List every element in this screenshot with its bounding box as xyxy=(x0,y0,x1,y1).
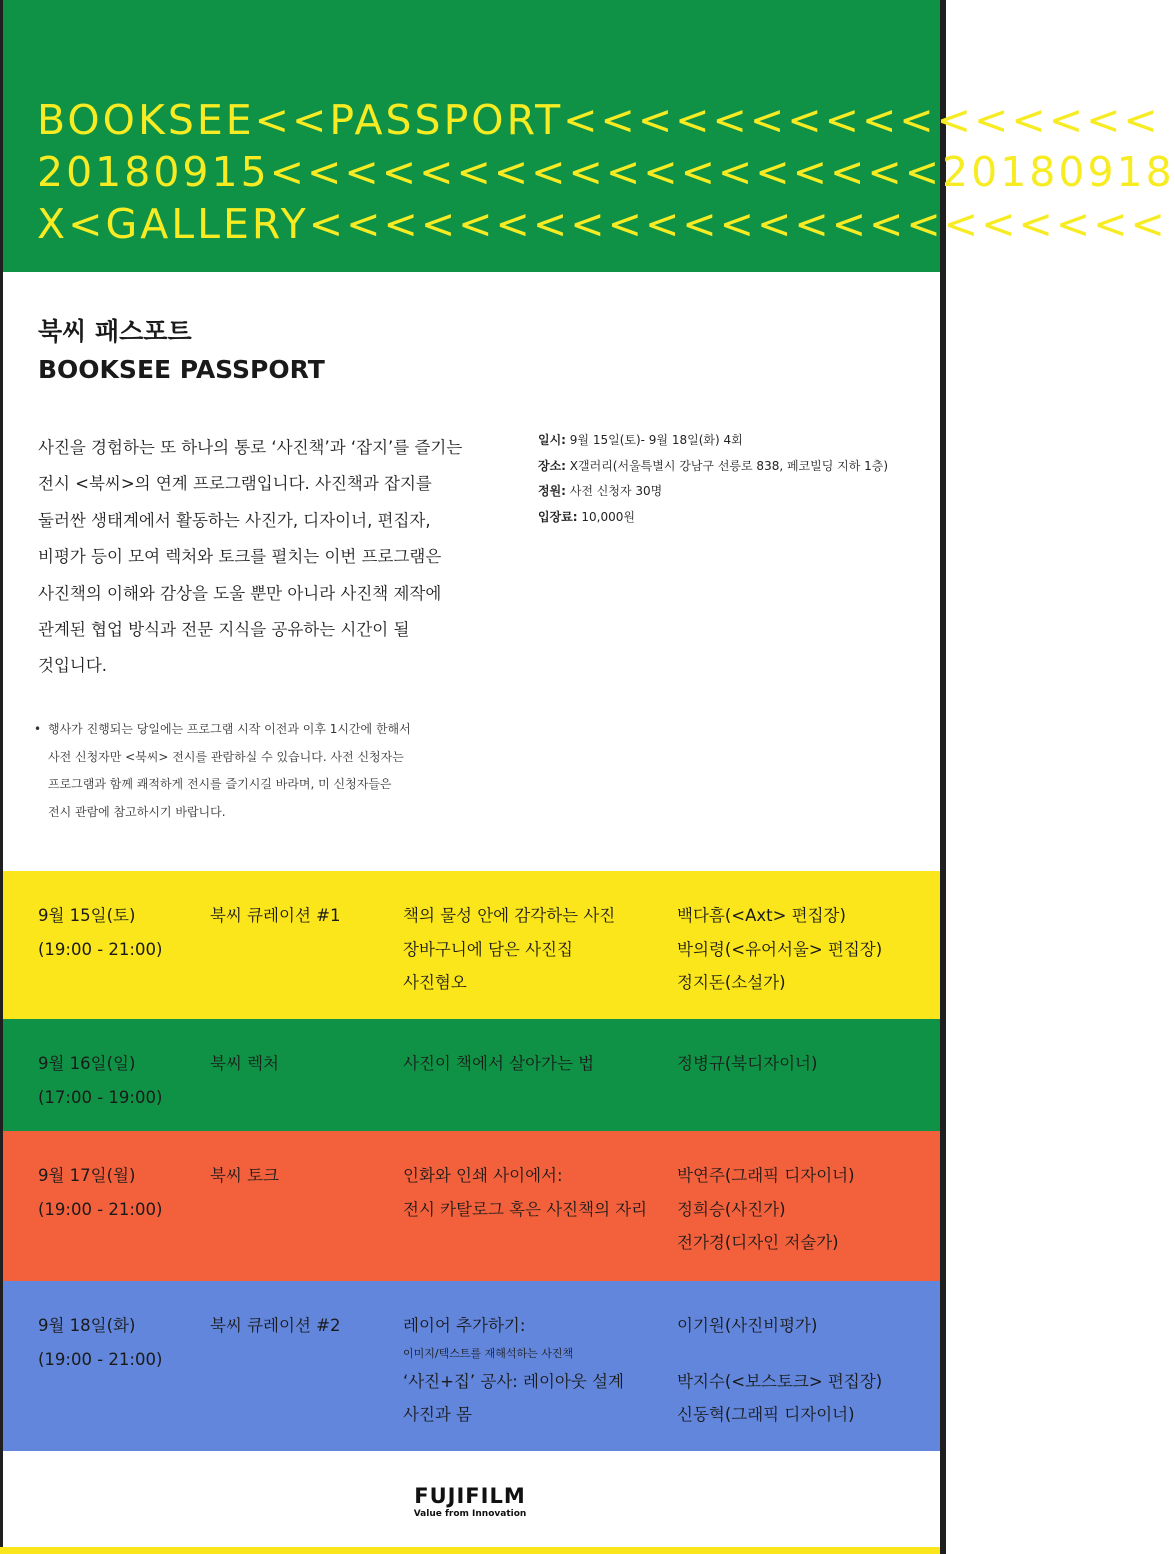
schedule-speakers xyxy=(677,1309,882,1432)
schedule-program xyxy=(210,1309,340,1343)
speaker: 정희승(사진가) xyxy=(677,1199,786,1219)
speaker: 전가경(디자인 저술가) xyxy=(677,1233,839,1252)
program-text: 북씨 큐레이션 #1 xyxy=(210,906,341,925)
date-text: 9월 15일(토) xyxy=(38,906,136,925)
speaker: 백다흠(<Axt> 편집장) xyxy=(677,906,846,925)
fujifilm-logo: FUJIFILM xyxy=(414,1484,526,1508)
schedule-speakers xyxy=(677,1047,817,1081)
notice-text: 행사가 진행되는 당일에는 프로그램 시작 이전과 이후 1시간에 한해서 xyxy=(48,722,411,736)
notice-line xyxy=(34,716,474,744)
session-title: 전시 카탈로그 혹은 사진책의 자리 xyxy=(403,1199,648,1219)
program-text: 북씨 큐레이션 #2 xyxy=(210,1316,341,1335)
info-key: 정원: xyxy=(538,484,566,499)
session-title: 책의 물성 안에 감각하는 사진 xyxy=(403,906,616,925)
info-capacity xyxy=(538,479,933,505)
bullet-icon: • xyxy=(34,722,42,736)
hero-line-dates: 20180915<<<<<<<<<<<<<<<<<<20180918 xyxy=(37,148,1175,196)
date-text: 9월 16일(일) xyxy=(38,1054,136,1073)
page-title-english: BOOKSEE PASSPORT xyxy=(38,355,325,384)
schedule-titles xyxy=(403,1159,647,1226)
speaker: 정지돈(소설가) xyxy=(677,973,786,992)
session-title: 사진혐오 xyxy=(403,973,467,992)
intro-line: 전시 <북씨>의 연계 프로그램입니다. 사진책과 잡지를 xyxy=(38,474,432,494)
time-text: (19:00 - 21:00) xyxy=(38,1199,163,1219)
intro-line: 사진책의 이해와 감상을 도울 뿐만 아니라 사진책 제작에 xyxy=(38,583,442,603)
time-text: (19:00 - 21:00) xyxy=(38,939,163,959)
notice-line xyxy=(34,799,474,827)
intro-line: 둘러싼 생태계에서 활동하는 사진가, 디자이너, 편집자, xyxy=(38,510,431,530)
session-title: 레이어 추가하기: xyxy=(403,1316,526,1335)
schedule-row-sep18 xyxy=(3,1281,940,1451)
speaker-spacer xyxy=(677,1343,882,1365)
intro-line: 비평가 등이 모여 렉처와 토크를 펼치는 이번 프로그램은 xyxy=(38,547,442,567)
schedule-program xyxy=(210,899,340,933)
time-text: (19:00 - 21:00) xyxy=(38,1349,163,1369)
event-info xyxy=(538,428,933,530)
session-title: ‘사진+집’ 공사: 레이아웃 설계 xyxy=(403,1371,624,1391)
speaker: 신동혁(그래픽 디자이너) xyxy=(677,1405,855,1424)
notice-text: 전시 관람에 참고하시기 바랍니다. xyxy=(48,804,226,819)
schedule-date xyxy=(38,1047,162,1114)
schedule-row-sep17 xyxy=(3,1131,940,1281)
hero-banner xyxy=(3,0,1175,272)
schedule-date xyxy=(38,1159,162,1226)
notice-line xyxy=(34,744,474,772)
sponsor-logo xyxy=(0,1484,940,1520)
program-text: 북씨 토크 xyxy=(210,1166,280,1185)
intro-paragraph xyxy=(38,430,508,685)
notice-line xyxy=(34,771,474,799)
notice xyxy=(34,716,474,826)
schedule-date xyxy=(38,1309,162,1376)
hero-line-title: BOOKSEE<<PASSPORT<<<<<<<<<<<<<<<< xyxy=(37,96,1161,144)
info-venue xyxy=(538,454,933,480)
page-title-korean: 북씨 패스포트 xyxy=(38,317,192,346)
schedule-speakers xyxy=(677,1159,855,1260)
program-text: 북씨 렉처 xyxy=(210,1054,280,1073)
session-title: 사진과 몸 xyxy=(403,1405,473,1424)
info-date xyxy=(538,428,933,454)
schedule-titles xyxy=(403,1047,594,1081)
session-title: 장바구니에 담은 사진집 xyxy=(403,939,573,959)
date-text: 9월 18일(화) xyxy=(38,1316,136,1335)
speaker: 박의령(<유어서울> 편집장) xyxy=(677,939,883,959)
info-key: 장소: xyxy=(538,458,566,473)
speaker: 정병규(북디자이너) xyxy=(677,1054,818,1073)
speaker: 이기원(사진비평가) xyxy=(677,1316,818,1335)
info-value: 10,000원 xyxy=(577,509,635,524)
info-value: 9월 15일(토)- 9월 18일(화) 4회 xyxy=(565,433,743,447)
schedule-program xyxy=(210,1159,279,1193)
session-subtitle: 이미지/텍스트를 재해석하는 사진책 xyxy=(403,1346,574,1360)
sponsor-tagline: Value from Innovation xyxy=(413,1509,527,1519)
schedule-titles xyxy=(403,1309,624,1432)
info-value: X갤러리(서울특별시 강남구 선릉로 838, 페코빌딩 지하 1층) xyxy=(565,458,889,473)
info-value: 사전 신청자 30명 xyxy=(565,484,663,499)
schedule-speakers xyxy=(677,899,882,1000)
time-text: (17:00 - 19:00) xyxy=(38,1087,163,1107)
hero-line-venue: X<GALLERY<<<<<<<<<<<<<<<<<<<<<<< xyxy=(37,200,1168,248)
info-fee xyxy=(538,505,933,531)
session-title: 사진이 책에서 살아가는 법 xyxy=(403,1054,595,1073)
intro-line: 것입니다. xyxy=(38,656,108,676)
schedule-date xyxy=(38,899,162,966)
speaker: 박연주(그래픽 디자이너) xyxy=(677,1166,855,1185)
schedule-program xyxy=(210,1047,279,1081)
info-key: 입장료: xyxy=(538,509,578,524)
schedule-row-sep15 xyxy=(3,871,940,1019)
info-key: 일시: xyxy=(538,433,566,447)
notice-text: 프로그램과 함께 쾌적하게 전시를 즐기시길 바라며, 미 신청자들은 xyxy=(48,777,392,791)
schedule-row-sep16 xyxy=(3,1019,940,1131)
schedule-titles xyxy=(403,899,615,1000)
speaker: 박지수(<보스토크> 편집장) xyxy=(677,1371,883,1391)
intro-line: 사진을 경험하는 또 하나의 통로 ‘사진책’과 ‘잡지’를 즐기는 xyxy=(38,438,463,457)
intro-line: 관계된 협업 방식과 전문 지식을 공유하는 시간이 될 xyxy=(38,620,410,640)
date-text: 9월 17일(월) xyxy=(38,1166,136,1185)
bottom-color-strip xyxy=(0,1547,940,1554)
notice-text: 사전 신청자만 <북씨> 전시를 관람하실 수 있습니다. 사전 신청자는 xyxy=(48,749,404,764)
session-title: 인화와 인쇄 사이에서: xyxy=(403,1166,563,1185)
